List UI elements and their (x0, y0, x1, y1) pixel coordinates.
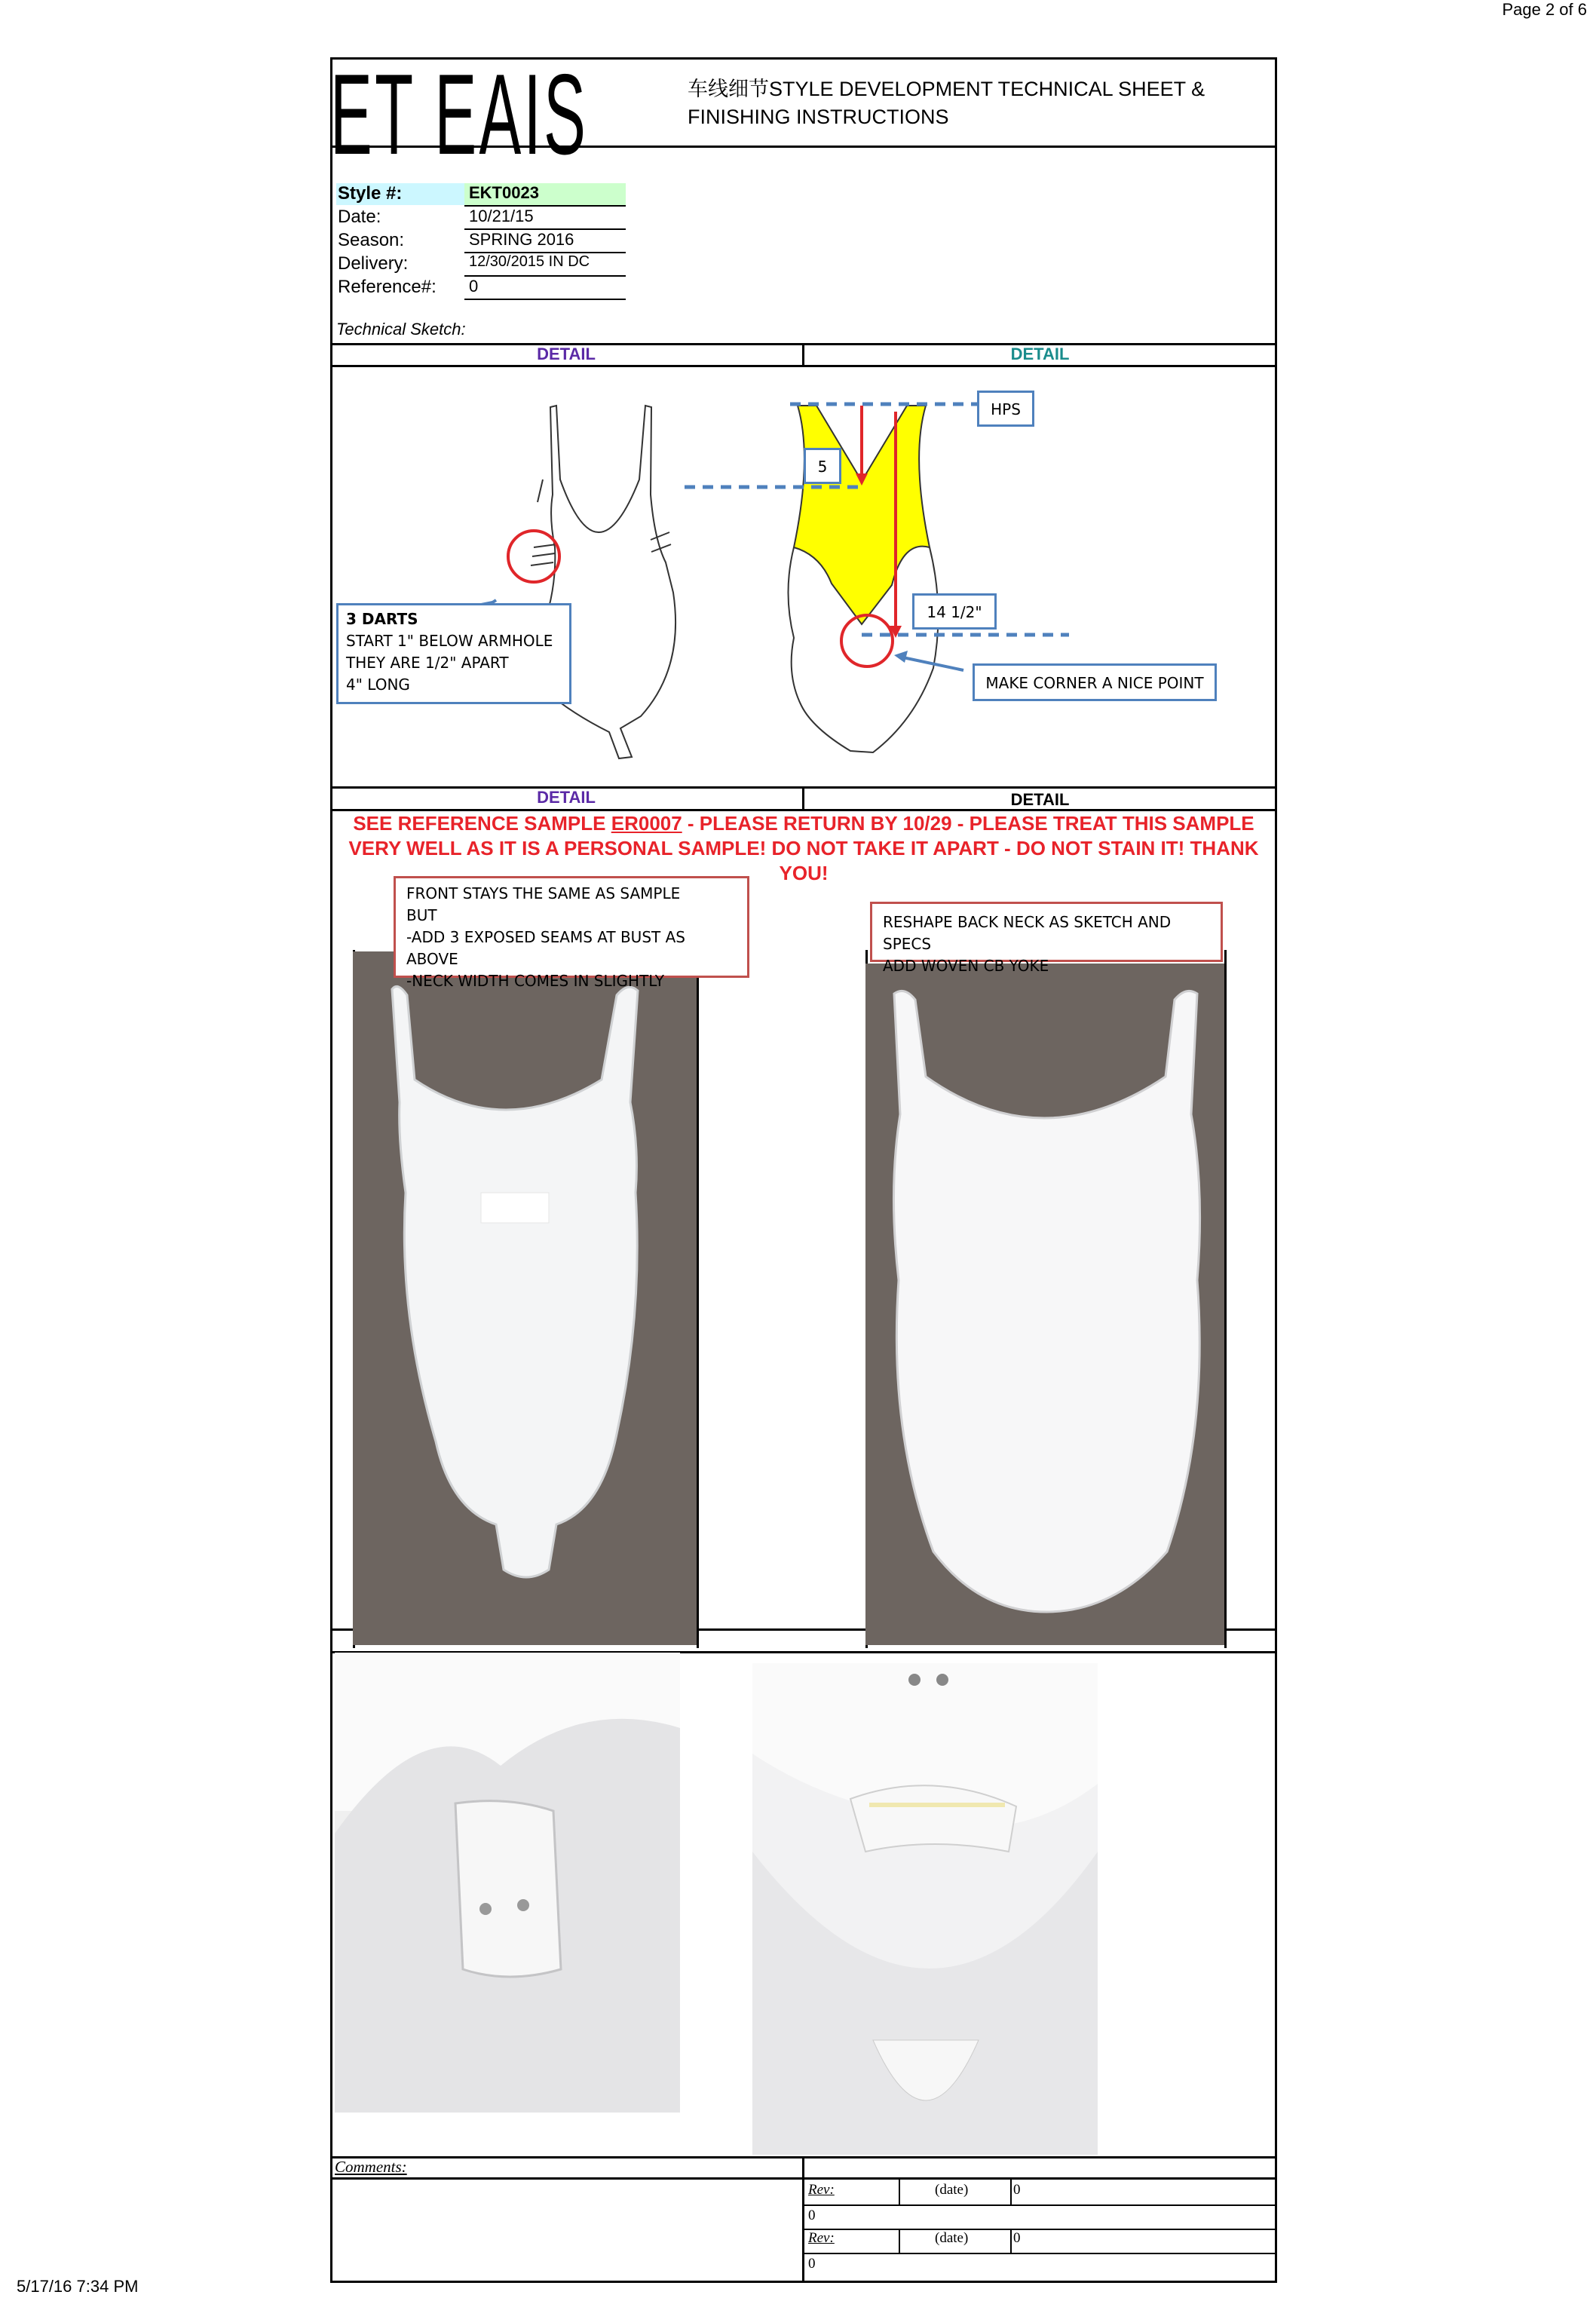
darts-callout (336, 603, 571, 704)
back-sample-photo (865, 964, 1224, 1645)
info-label: Delivery: (338, 253, 409, 274)
info-label: Reference#: (338, 277, 437, 297)
sheet-title-line2: FINISHING INSTRUCTIONS (688, 106, 949, 128)
darts-title: 3 DARTS (346, 610, 418, 628)
rev-date: (date) (935, 2230, 969, 2246)
reference-sample-number: ER0007 (611, 812, 682, 835)
darts-line: START 1" BELOW ARMHOLE (346, 632, 553, 650)
crotch-front-photo (335, 1653, 680, 2113)
crotch-back-photo (752, 1663, 1098, 2155)
rev-label: Rev: (808, 2230, 835, 2246)
neck-drop-callout: 5 (804, 448, 841, 484)
rev-note: 0 (808, 2207, 816, 2223)
info-value: 12/30/2015 IN DC (464, 253, 626, 277)
length-callout: 14 1/2" (912, 593, 997, 630)
grid-line (1224, 950, 1227, 1648)
grid-line (804, 2229, 1277, 2230)
comments-label: Comments: (335, 2158, 407, 2176)
corner-callout: MAKE CORNER A NICE POINT (973, 663, 1217, 701)
grid-line (802, 2156, 804, 2283)
warning-text: SEE REFERENCE SAMPLE (353, 812, 611, 835)
brand-logo: ET EAIS (330, 51, 589, 179)
logo-underline (330, 146, 560, 148)
sheet-title (688, 75, 1261, 131)
front-notes-callout (394, 876, 749, 990)
back-note-line: ADD WOVEN CB YOKE (883, 957, 1049, 975)
front-note-line: -ADD 3 EXPOSED SEAMS AT BUST AS ABOVE (406, 928, 685, 968)
corner-highlight-circle (841, 615, 893, 666)
back-notes-callout (870, 902, 1223, 975)
style-number: EKT0023 (464, 183, 626, 207)
info-value: 10/21/15 (464, 207, 626, 230)
rev-value: 0 (1013, 2230, 1021, 2246)
rev-note: 0 (808, 2256, 816, 2272)
back-note-line: RESHAPE BACK NECK AS SKETCH AND SPECS (883, 913, 1172, 953)
detail-label: DETAIL (537, 345, 596, 363)
info-value: SPRING 2016 (464, 230, 626, 253)
grid-line (804, 2253, 1277, 2254)
front-sample-photo (353, 951, 697, 1645)
rev-value: 0 (1013, 2182, 1021, 2198)
hps-callout: HPS (977, 391, 1034, 427)
rev-label: Rev: (808, 2182, 835, 2198)
sheet-title-line1: 车线细节STYLE DEVELOPMENT TECHNICAL SHEET & (688, 78, 1205, 100)
technical-sketch-label: Technical Sketch: (336, 320, 466, 339)
front-note-line: -NECK WIDTH COMES IN SLIGHTLY (406, 972, 665, 990)
grid-line (697, 950, 699, 1648)
header-divider (560, 146, 1277, 148)
darts-line: THEY ARE 1/2" APART (346, 654, 509, 672)
grid-line (899, 2177, 900, 2204)
info-label: Date: (338, 207, 381, 227)
grid-line (1010, 2229, 1012, 2253)
warning-text: - PLEASE RETURN BY 10/29 - PLEASE TREAT THIS SAMPLE VERY WELL AS IT IS A PERSONAL SAMPLE! DO NOT TAKE IT APART - DO NOT STAIN IT! THANK YOU! (348, 812, 1259, 884)
grid-line (1010, 2177, 1012, 2204)
print-timestamp: 5/17/16 7:34 PM (17, 2277, 139, 2296)
info-value: 0 (464, 277, 626, 300)
technical-sketch (330, 366, 1277, 786)
darts-line: 4" LONG (346, 676, 410, 694)
reference-sample-warning (335, 811, 1273, 886)
detail-label: DETAIL (1010, 345, 1070, 363)
front-note-line: FRONT STAYS THE SAME AS SAMPLE (406, 884, 681, 902)
grid-line (899, 2229, 900, 2253)
corner-arrow (899, 657, 963, 670)
front-note-line: BUT (406, 906, 437, 924)
detail-label: DETAIL (537, 788, 596, 807)
info-label: Season: (338, 230, 405, 250)
rev-date: (date) (935, 2182, 969, 2198)
info-label: Style #: (336, 183, 466, 205)
detail-label: DETAIL (1010, 790, 1070, 809)
grid-line (804, 2204, 1277, 2206)
front-sketch (531, 406, 675, 758)
page-number: Page 2 of 6 (1502, 0, 1587, 19)
